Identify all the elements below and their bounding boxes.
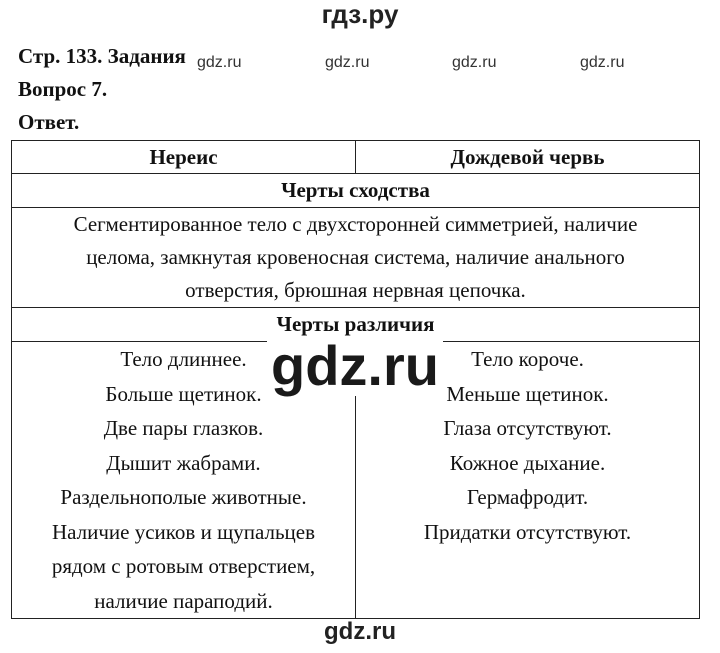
earthworm-line: Меньше щетинок. <box>446 381 609 406</box>
page-line: Стр. 133. Задания <box>18 44 186 68</box>
nereis-line: Больше щетинок. <box>105 381 262 406</box>
earthworm-line: Тело короче. <box>471 347 584 371</box>
earthworm-line: Кожное дыхание. <box>449 450 606 475</box>
watermark: gdz.ru <box>197 54 242 71</box>
difference-header: Черты различия <box>12 308 700 342</box>
earthworm-line: Гермафродит. <box>466 485 589 509</box>
similarity-line: отверстия, брюшная нервная цепочка. <box>185 278 526 302</box>
earthworm-line: Придатки отсутствуют. <box>423 519 632 544</box>
similarity-header: Черты сходства <box>12 174 700 208</box>
question-line: Вопрос 7. <box>18 77 108 101</box>
earthworm-line: Глаза отсутствуют. <box>443 416 612 440</box>
nereis-line: Две пары глазков. <box>103 416 264 440</box>
footer-watermark: gdz.ru <box>324 618 396 645</box>
column-header-earthworm: Дождевой червь <box>356 141 700 174</box>
watermark: gdz.ru <box>452 54 497 71</box>
big-watermark: gdz.ru <box>267 336 443 396</box>
watermark: gdz.ru <box>580 54 625 71</box>
nereis-line: Дышит жабрами. <box>106 450 261 475</box>
similarity-cell <box>12 208 700 308</box>
similarity-line: целома, замкнутая кровеносная система, наличие анального <box>86 245 625 269</box>
similarity-line: Сегментированное тело с двухсторонней симметрией, наличие <box>73 212 638 236</box>
nereis-line: наличие параподий. <box>94 588 273 613</box>
nereis-line: рядом с ротовым отверстием, <box>51 554 316 578</box>
nereis-line: Тело длиннее. <box>120 347 247 371</box>
site-header: гдз.ру <box>321 0 399 29</box>
watermark: gdz.ru <box>325 54 370 71</box>
nereis-line: Раздельнополые животные. <box>60 485 307 509</box>
nereis-line: Наличие усиков и щупальцев <box>51 519 316 544</box>
column-header-nereis: Нереис <box>12 141 356 174</box>
answer-line: Ответ. <box>18 110 80 134</box>
